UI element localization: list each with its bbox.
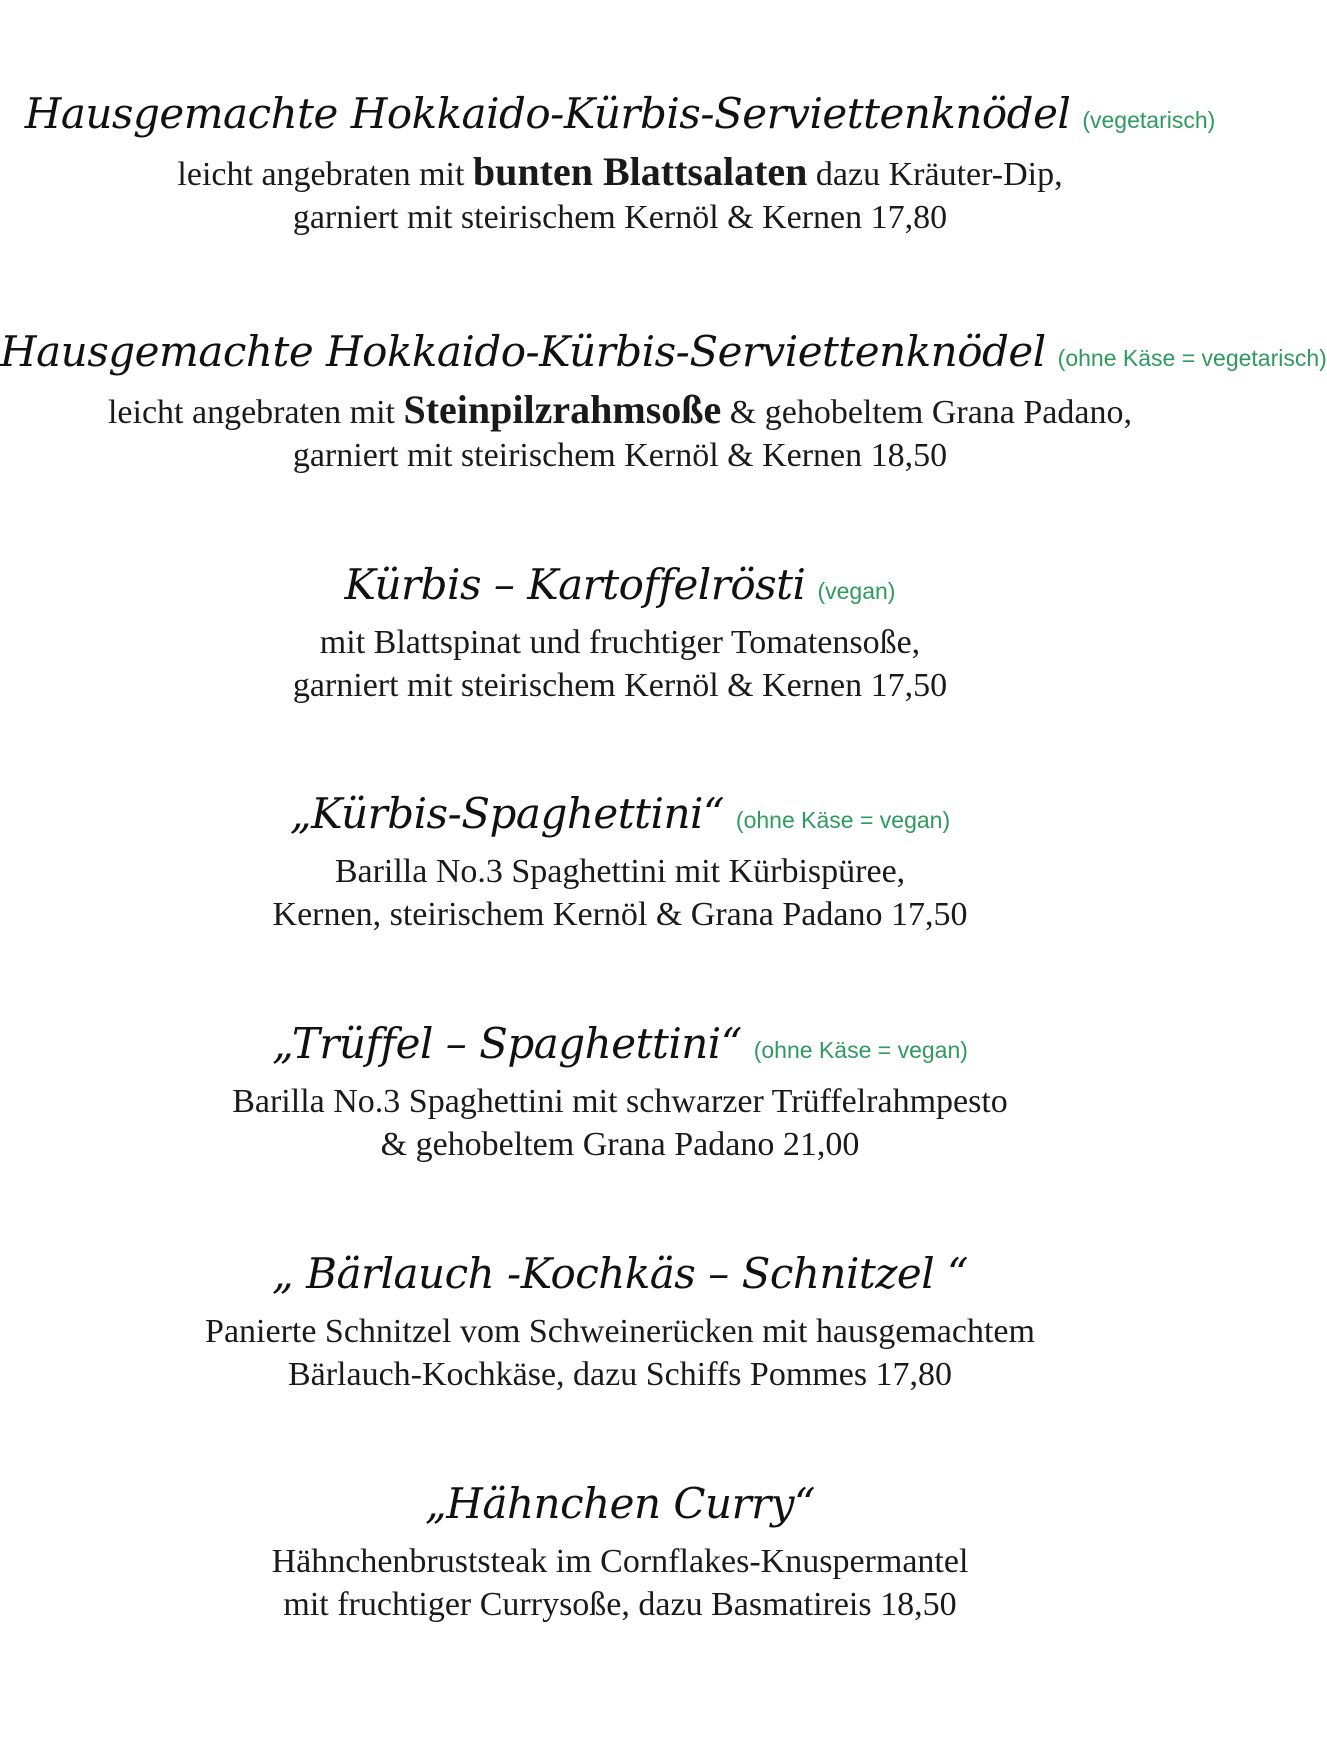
dish-description-line-2: Kernen, steirischem Kernöl & Grana Padano 17,50 <box>272 896 968 933</box>
dish-title-line <box>0 316 1327 388</box>
dish-title: „ Bärlauch -Kochkäs – Schnitzel “ <box>271 1249 969 1298</box>
dish-description-line-2: garniert mit steirischem Kernöl & Kernen 17,80 <box>292 199 948 236</box>
dish-title: „Trüffel – Spaghettini“ <box>272 1019 742 1068</box>
dish-description-line-2: & gehobeltem Grana Padano 21,00 <box>380 1126 860 1163</box>
dish-title: Hausgemachte Hokkaido-Kürbis-Serviettenknödel <box>24 89 1071 138</box>
menu-item-knoedel-steinpilz <box>0 316 1327 477</box>
dish-description-line-2: garniert mit steirischem Kernöl & Kernen 17,50 <box>292 667 948 704</box>
menu-item-curry <box>0 1468 1240 1626</box>
dish-title: Hausgemachte Hokkaido-Kürbis-Serviettenknödel <box>0 327 1046 376</box>
dish-description-line-2: garniert mit steirischem Kernöl & Kernen 18,50 <box>292 437 948 474</box>
menu-item-schnitzel <box>0 1238 1240 1396</box>
dish-title-line <box>0 1008 1240 1080</box>
dish-description-line-2: mit fruchtiger Currysoße, dazu Basmatireis 18,50 <box>283 1586 957 1623</box>
dish-diet-note: (ohne Käse = vegan) <box>735 807 951 833</box>
menu-item-knoedel-salat <box>0 78 1240 239</box>
dish-highlight: Steinpilzrahmsoße <box>403 387 722 432</box>
dish-title: „Hähnchen Curry“ <box>425 1479 815 1528</box>
menu-item-kuerbis-spaghettini <box>0 778 1240 936</box>
dish-title: „Kürbis-Spaghettini“ <box>289 789 724 838</box>
menu-item-roesti <box>0 549 1240 707</box>
dish-diet-note: (ohne Käse = vegetarisch) <box>1057 345 1327 371</box>
dish-title-line <box>0 78 1240 150</box>
dish-highlight: bunten Blattsalaten <box>472 149 808 194</box>
dish-description-line-1: mit Blattspinat und fruchtiger Tomatensoße, <box>319 624 921 661</box>
dish-title-line <box>0 1468 1240 1540</box>
dish-diet-note: (vegetarisch) <box>1082 107 1216 133</box>
dish-diet-note: (vegan) <box>817 578 896 604</box>
menu-item-trueffel-spaghettini <box>0 1008 1240 1166</box>
dish-title-line <box>0 1238 1240 1310</box>
dish-description-line-1: Panierte Schnitzel vom Schweinerücken mit hausgemachtem <box>205 1313 1035 1350</box>
dish-description-line-1: leicht angebraten mit bunten Blattsalaten dazu Kräuter-Dip, <box>177 149 1063 194</box>
dish-title-line <box>0 549 1240 621</box>
dish-title: Kürbis – Kartoffelrösti <box>344 560 806 609</box>
dish-description-line-1: leicht angebraten mit Steinpilzrahmsoße & gehobeltem Grana Padano, <box>107 387 1132 432</box>
dish-description-line-1: Barilla No.3 Spaghettini mit Kürbispüree, <box>334 853 906 890</box>
dish-title-line <box>0 778 1240 850</box>
dish-description-line-1: Hähnchenbruststeak im Cornflakes-Knuspermantel <box>271 1543 969 1580</box>
dish-diet-note: (ohne Käse = vegan) <box>753 1037 968 1063</box>
dish-description-line-2: Bärlauch-Kochkäse, dazu Schiffs Pommes 17,80 <box>287 1356 953 1393</box>
dish-description-line-1: Barilla No.3 Spaghettini mit schwarzer Trüffelrahmpesto <box>232 1083 1008 1120</box>
